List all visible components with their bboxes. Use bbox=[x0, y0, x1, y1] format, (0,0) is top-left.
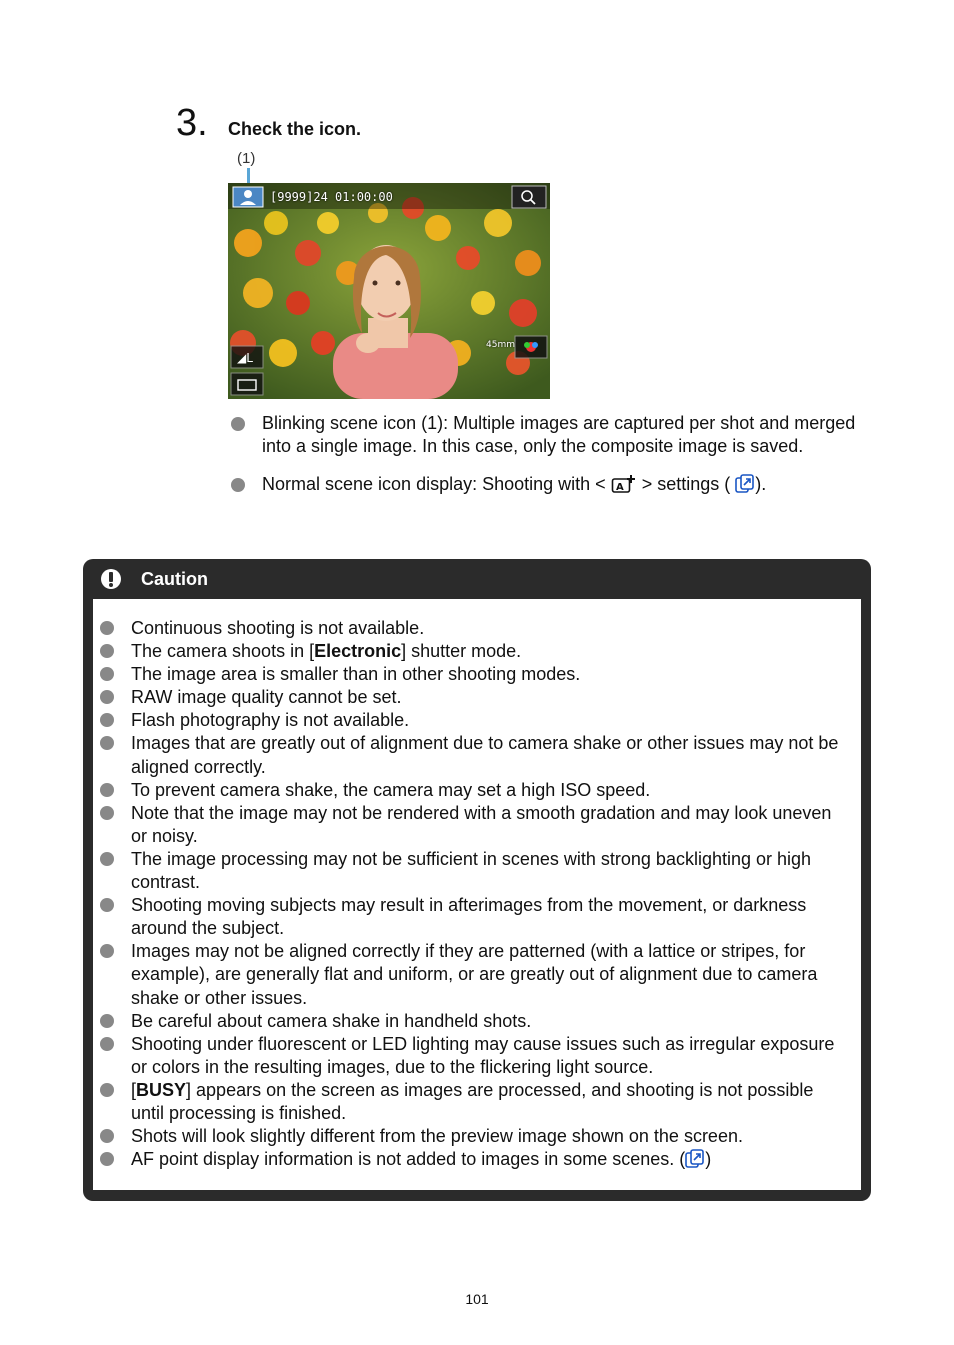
step-title: Check the icon. bbox=[228, 119, 362, 139]
bullet-icon bbox=[231, 478, 245, 492]
hud-focal-length: 45mm bbox=[486, 340, 515, 350]
list-item: Flash photography is not available. bbox=[100, 709, 840, 732]
svg-text:◢L: ◢L bbox=[237, 351, 253, 365]
caution-title: Caution bbox=[141, 569, 208, 589]
hud-status-text: [9999]24 01:00:00 bbox=[270, 190, 393, 204]
list-item: The image area is smaller than in other shooting modes. bbox=[100, 663, 840, 686]
step-number: 3. bbox=[176, 102, 208, 144]
bullet-icon bbox=[100, 1152, 114, 1166]
bullet-icon bbox=[100, 736, 114, 750]
bullet-icon bbox=[100, 644, 114, 658]
bullet-icon bbox=[100, 667, 114, 681]
bullet-icon bbox=[100, 852, 114, 866]
list-item: Shots will look slightly different from the preview image shown on the screen. bbox=[100, 1125, 840, 1148]
bullet-icon bbox=[100, 1037, 114, 1051]
caution-header bbox=[83, 559, 871, 599]
list-item: Be careful about camera shake in handheld shots. bbox=[100, 1010, 840, 1033]
bullet-icon bbox=[100, 1014, 114, 1028]
svg-text:A: A bbox=[615, 481, 624, 493]
bullet-icon bbox=[231, 417, 245, 431]
list-item: RAW image quality cannot be set. bbox=[100, 686, 840, 709]
caution-box bbox=[83, 559, 871, 1201]
list-item: AF point display information is not added to images in some scenes. ( ) bbox=[100, 1148, 840, 1175]
bullet-icon bbox=[100, 1083, 114, 1097]
bullet-icon bbox=[100, 944, 114, 958]
list-item: Continuous shooting is not available. bbox=[100, 617, 840, 640]
bullet-icon bbox=[100, 690, 114, 704]
scene-intelligent-auto-icon bbox=[611, 474, 637, 500]
list-item: Shooting moving subjects may result in afterimages from the movement, or darkness around the subject. bbox=[100, 894, 840, 940]
notes-list bbox=[230, 412, 870, 514]
list-item: To prevent camera shake, the camera may set a high ISO speed. bbox=[100, 779, 840, 802]
bullet-icon bbox=[100, 898, 114, 912]
bullet-icon bbox=[100, 783, 114, 797]
bullet-icon bbox=[100, 1129, 114, 1143]
camera-screen-photo bbox=[228, 183, 550, 399]
bullet-icon bbox=[100, 713, 114, 727]
bullet-icon bbox=[100, 806, 114, 820]
page-link-icon[interactable] bbox=[735, 474, 755, 500]
callout-label: (1) bbox=[237, 150, 256, 167]
list-item: Images may not be aligned correctly if they are patterned (with a lattice or stripes, for example), are generally flat and uniform, or are greatly out of alignment due to camera shake or other issues. bbox=[100, 940, 840, 1009]
list-item: Normal scene icon display: Shooting with < A > settings ( ). bbox=[230, 473, 870, 500]
page-number: 101 bbox=[465, 1291, 489, 1307]
list-item: The camera shoots in [Electronic] shutter mode. bbox=[100, 640, 840, 663]
list-item: The image processing may not be sufficient in scenes with strong backlighting or high contrast. bbox=[100, 848, 840, 894]
list-item: Images that are greatly out of alignment due to camera shake or other issues may not be aligned correctly. bbox=[100, 732, 840, 778]
page-link-icon[interactable] bbox=[685, 1149, 705, 1175]
caution-body bbox=[93, 599, 861, 1190]
bullet-icon bbox=[100, 621, 114, 635]
list-item: [BUSY] appears on the screen as images are processed, and shooting is not possible until processing is finished. bbox=[100, 1079, 840, 1125]
list-item: Note that the image may not be rendered with a smooth gradation and may look uneven or noisy. bbox=[100, 802, 840, 848]
list-item: Shooting under fluorescent or LED lighting may cause issues such as irregular exposure or colors in the resulting images, due to the flickering light source. bbox=[100, 1033, 840, 1079]
caution-list bbox=[100, 617, 840, 1175]
list-item: Blinking scene icon (1): Multiple images are captured per shot and merged into a single image. In this case, only the composite image is saved. bbox=[230, 412, 870, 459]
caution-exclamation-icon bbox=[100, 568, 122, 595]
